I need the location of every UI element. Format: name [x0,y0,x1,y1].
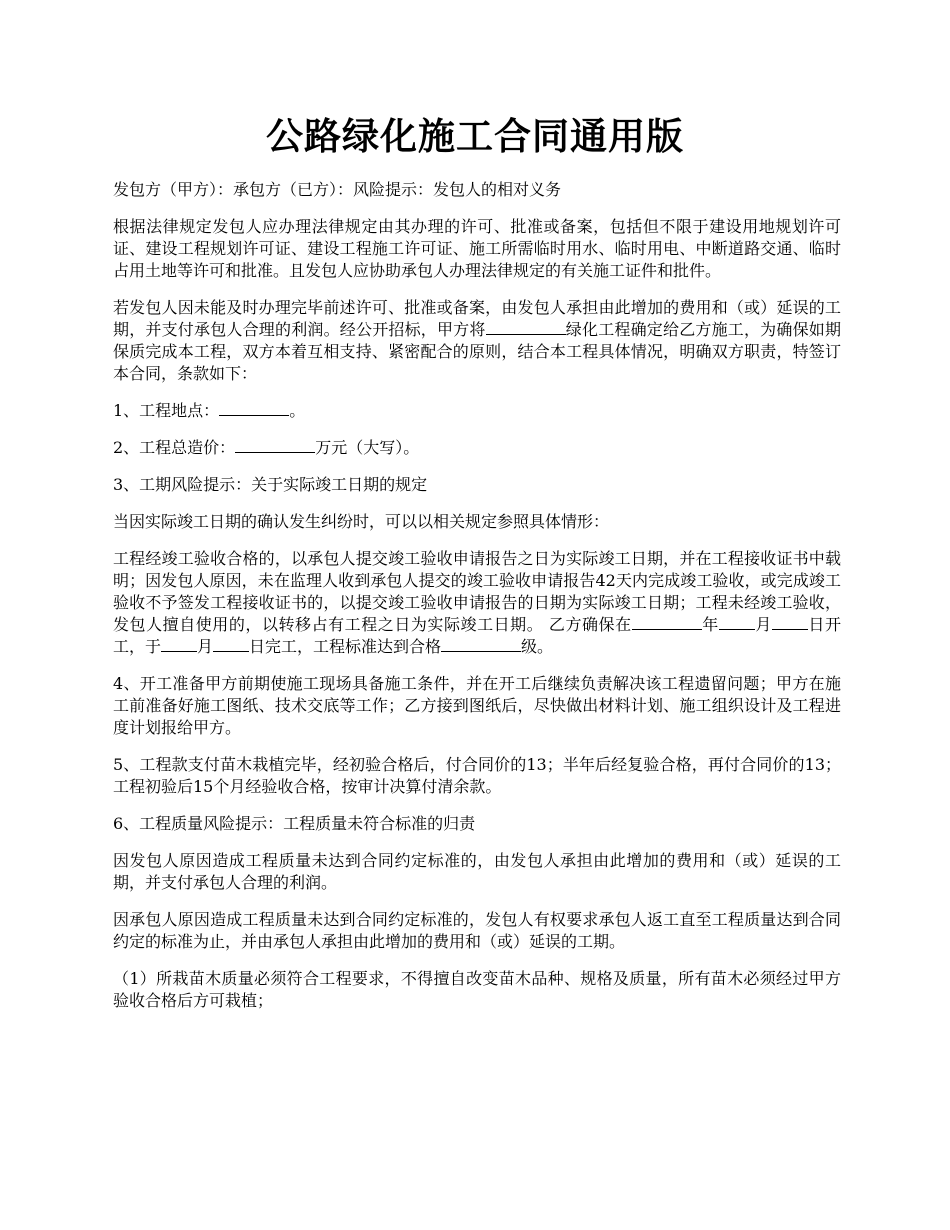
tender-paragraph [113,297,841,385]
clause-6-heading: 6、工程质量风险提示：工程质量未符合标准的归责 [113,814,476,833]
end-day-blank [213,636,249,652]
clause-1-label: 1、工程地点： [113,401,220,420]
document-title: 公路绿化施工合同通用版 [266,114,684,158]
permit-paragraph: 根据法律规定发包人应办理法律规定由其办理的许可、批准或备案，包括但不限于建设用地规划许可证、建设工程规划许可证、建设工程施工许可证、施工所需临时用水、临时用电、中断道路交通、临时占用土地等许可和批准。且发包人应协助承包人办理法律规定的有关施工证件和批件。 [113,217,841,280]
clause-4-preparation: 4、开工准备甲方前期使施工现场具备施工条件，并在开工后继续负责解决该工程遗留问题；甲方在施工前准备好施工图纸、技术交底等工作；乙方接到图纸后，尽快做出材料计划、施工组织设计及工程进度计划报给甲方。 [113,674,841,737]
clause-6-sub-1: （1）所栽苗木质量必须符合工程要求，不得擅自改变苗木品种、规格及质量，所有苗木必须经过甲方验收合格后方可栽植； [113,969,841,1010]
price-blank [235,437,315,453]
clause-1-end: 。 [289,401,306,420]
start-month-blank [719,614,755,630]
start-day-label: 日开工，于 [113,615,841,656]
end-month-label: 月 [197,637,214,656]
completion-text: 工程经竣工验收合格的，以承包人提交竣工验收申请报告之日为实际竣工日期，并在工程接收证书中载明；因发包人原因，未在监理人收到承包人提交的竣工验收申请报告42天内完成竣工验收，或完成竣工验收不予签发工程接收证书的，以提交竣工验收申请报告的日期为实际竣工日期；工程未经竣工验收，发包人擅自使用的，以转移占有工程之日为实际竣工日期。 乙方确保在 [113,549,841,634]
document-body [113,179,841,1027]
end-month-blank [161,636,197,652]
clause-5-payment: 5、工程款支付苗木栽植完毕，经初验合格后，付合同价的13；半年后经复验合格，再付合同价的13；工程初验后15个月经验收合格，按审计决算付清余款。 [113,755,841,796]
clause-2-label: 2、工程总造价： [113,438,236,457]
clause-2-price [113,437,841,459]
year-label: 年 [701,615,719,634]
intro-paragraph: 发包方（甲方）：承包方（已方）：风险提示：发包人的相对义务 [113,180,562,199]
clause-6-employer-fault: 因发包人原因造成工程质量未达到合同约定标准的，由发包人承担由此增加的费用和（或）延误的工期，并支付承包人合理的利润。 [113,851,841,892]
grade-label: 级。 [521,637,554,656]
location-blank [219,400,289,416]
clause-3-dispute: 当因实际竣工日期的确认发生纠纷时，可以以相关规定参照具体情形： [113,512,610,531]
grade-blank [441,636,521,652]
clause-3-completion [113,548,841,658]
tender-text-b: 绿化工程确定给乙方施工，为确保如期保质完成本工程，双方本着互相支持、紧密配合的原则，结合本工程具体情况，明确双方职责，特签订本合同，条款如下： [113,320,841,383]
start-day-blank [772,614,808,630]
tender-text-a: 若发包人因未能及时办理完毕前述许可、批准或备案，由发包人承担由此增加的费用和（或）延误的工期，并支付承包人合理的利润。经公开招标，甲方将 [113,298,841,339]
clause-2-end: 万元（大写）。 [315,438,420,457]
year-blank [632,614,702,630]
clause-1-location [113,400,841,422]
start-month-label: 月 [754,615,772,634]
clause-6-contractor-fault: 因承包人原因造成工程质量未达到合同约定标准的，发包人有权要求承包人返工直至工程质量达到合同约定的标准为止，并由承包人承担由此增加的费用和（或）延误的工期。 [113,910,841,951]
clause-3-heading: 3、工期风险提示：关于实际竣工日期的规定 [113,475,428,494]
end-day-label: 日完工，工程标准达到合格 [249,637,442,656]
project-name-blank [486,319,566,335]
